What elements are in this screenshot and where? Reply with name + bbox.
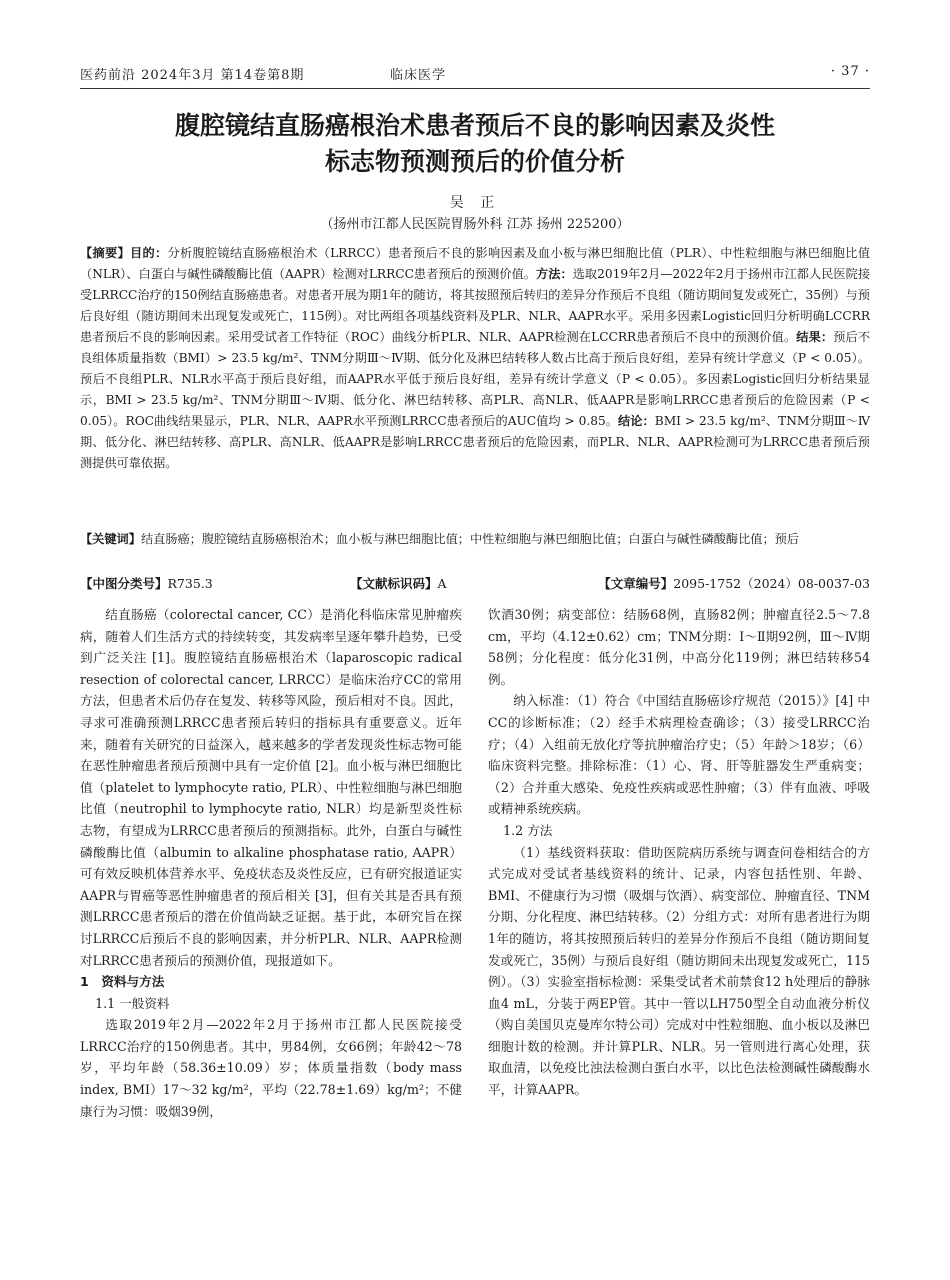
clc-label: 【中图分类号】	[80, 576, 168, 591]
subsection-heading: 1.1 一般资料	[95, 995, 170, 1011]
article-value: 2095-1752（2024）08-0037-03	[673, 576, 870, 591]
section-heading: 1 资料与方法	[80, 974, 165, 990]
intro-paragraph: 结直肠癌（colorectal cancer, CC）是消化科临床常见肿瘤疾病，随着人们生活方式的持续转变，其发病率呈逐年攀升趋势，已受到广泛关注 [1]。腹腔镜结直肠癌根治术（laparoscopic radical resection of colorectal cancer, LRRCC）是临床治疗CC的常用方法，但患者术后仍存在复发、转移等风险，预后相对不良。因此，寻求可准确预测LRRCC患者预后转归的指标具有重要意义。近年来，随着有关研究的日益深入，越来越多的学者发现炎性标志物可能在恶性肿瘤患者预后预测中具有一定价值 [2]。血小板与淋巴细胞比值（platelet to lymphocyte ratio, PLR）、中性粒细胞与淋巴细胞比值（neutrophil to lymphocyte ratio, NLR）均是新型炎性标志物，有望成为LRRCC患者预后的预测指标。此外，白蛋白与碱性磷酸酶比值（albumin to alkaline phosphatase ratio, AAPR）可有效反映机体营养水平、免疫状态及炎性反应，已有研究报道证实AAPR与胃癌等恶性肿瘤患者的预后相关 [3]，但有关其是否具有预测LRRCC患者预后的潜在价值尚缺乏证据。基于此，本研究旨在探讨LRRCC后预后不良的影响因素，并分析PLR、NLR、AAPR检测对LRRCC患者预后的预测价值，现报道如下。	[80, 607, 462, 968]
general-data-continued: 饮酒30例；病变部位：结肠68例，直肠82例；肿瘤直径2.5～7.8 cm，平均（4.12±0.62）cm；TNM分期：Ⅰ～Ⅱ期92例，Ⅲ～Ⅳ期58例；分化程度：低分化31例，中高分化119例；淋巴结转移54例。	[488, 607, 870, 687]
article-title	[60, 108, 890, 180]
affiliation: （扬州市江都人民医院胃肠外科 江苏 扬州 225200）	[320, 217, 630, 232]
doc-label: 【文献标识码】	[350, 576, 438, 591]
abstract	[80, 243, 870, 474]
results-label: 结果：	[796, 330, 834, 344]
running-header	[80, 64, 870, 89]
body-column-left	[80, 604, 462, 1122]
results-text: 预后不良组体质量指数（BMI）> 23.5 kg/m²、TNM分期Ⅲ～Ⅳ期、低分化及淋巴结转移人数占比高于预后良好组，差异有统计学意义（P < 0.05）。预后不良组PLR、NLR水平高于预后良好组，而AAPR水平低于预后良好组，差异有统计学意义（P < 0.05）。多因素Logistic回归分析结果显示，BMI > 23.5 kg/m²、TNM分期Ⅲ～Ⅳ期、低分化、淋巴结转移、高PLR、高NLR、低AAPR是影响LRRCC患者预后的危险因素（P < 0.05）。ROC曲线结果显示，PLR、NLR、AAPR水平预测LRRCC患者预后的AUC值均 > 0.85。	[80, 330, 871, 428]
journal-info: 医药前沿 2024年3月 第14卷第8期	[80, 68, 305, 83]
body-column-right	[488, 604, 870, 1101]
subsection-heading-methods: 1.2 方法	[503, 822, 553, 838]
keywords	[80, 529, 870, 550]
page-number: · 37 ·	[830, 64, 870, 79]
section-name: 临床医学	[390, 68, 447, 83]
author: 吴 正	[449, 195, 501, 211]
criteria-paragraph: 纳入标准：（1）符合《中国结直肠癌诊疗规范（2015）》[4] 中CC的诊断标准；（2）经手术病理检查确诊；（3）接受LRRCC治疗；（4）入组前无放化疗等抗肿瘤治疗史；（5）年龄＞18岁；（6）临床资料完整。排除标准：（1）心、肾、肝等脏器发生严重病变；（2）合并重大感染、免疫性疾病或恶性肿瘤；（3）伴有血液、呼吸或精神系统疾病。	[488, 693, 870, 817]
classification-row	[80, 574, 870, 594]
title-line-2: 标志物预测预后的价值分析	[324, 147, 625, 176]
abstract-label: 【摘要】	[80, 246, 131, 260]
objective-label: 目的：	[130, 246, 168, 260]
methods-text: 选取2019年2月—2022年2月于扬州市江都人民医院接受LRRCC治疗的150例结直肠癌患者。对患者开展为期1年的随访，将其按照预后转归的差异分作预后不良组（随访期间复发或死亡，35例）与预后良好组（随访期间未出现复发或死亡，115例）。对比两组各项基线资料及PLR、NLR、AAPR水平。采用多因素Logistic回归分析明确LCCRR患者预后不良的影响因素。采用受试者工作特征（ROC）曲线分析PLR、NLR、AAPR检测在LCCRR患者预后不良中的预测价值。	[80, 267, 871, 344]
conclusion-text: BMI > 23.5 kg/m²、TNM分期Ⅲ～Ⅳ期、低分化、淋巴结转移、高PLR、高NLR、低AAPR是影响LRRCC患者预后的危险因素，而PLR、NLR、AAPR检测可为LRRCC患者预后预测提供可靠依据。	[80, 414, 871, 470]
clc-number	[80, 574, 213, 592]
document-code	[350, 574, 447, 592]
title-line-1: 腹腔镜结直肠癌根治术患者预后不良的影响因素及炎性	[174, 111, 775, 140]
clc-value: R735.3	[167, 576, 213, 591]
objective-text: 分析腹腔镜结直肠癌根治术（LRRCC）患者预后不良的影响因素及血小板与淋巴细胞比值（PLR）、中性粒细胞与淋巴细胞比值（NLR）、白蛋白与碱性磷酸酶比值（AAPR）检测对LRRCC患者预后的预测价值。	[80, 246, 871, 281]
doc-value: A	[437, 576, 447, 591]
keywords-label: 【关键词】	[80, 532, 141, 546]
methods-label: 方法：	[536, 267, 573, 281]
keywords-text: 结直肠癌；腹腔镜结直肠癌根治术；血小板与淋巴细胞比值；中性粒细胞与淋巴细胞比值；白蛋白与碱性磷酸酶比值；预后	[140, 532, 800, 546]
article-number	[598, 574, 870, 592]
general-data-paragraph: 选取2019年2月—2022年2月于扬州市江都人民医院接受LRRCC治疗的150例患者。其中，男84例，女66例；年龄42～78岁，平均年龄（58.36±10.09）岁；体质量指数（body mass index, BMI）17～32 kg/m²，平均（22.78±1.69）kg/m²；不健康行为习惯：吸烟39例，	[80, 1017, 462, 1119]
methods-paragraph: （1）基线资料获取：借助医院病历系统与调查问卷相结合的方式完成对受试者基线资料的统计、记录，内容包括性别、年龄、BMI、不健康行为习惯（吸烟与饮酒）、病变部位、肿瘤直径、TNM分期、分化程度、淋巴结转移。（2）分组方式：对所有患者进行为期1年的随访，将其按照预后转归的差异分作预后不良组（随访期间复发或死亡，35例）与预后良好组（随访期间未出现复发或死亡，115例）。（3）实验室指标检测：采集受试者术前禁食12 h处理后的静脉血4 mL，分装于两EP管。其中一管以LH750型全自动血液分析仪（购自美国贝克曼库尔特公司）完成对中性粒细胞、血小板以及淋巴细胞计数的检测。并计算PLR、NLR。另一管则进行离心处理，获取血清，以免疫比浊法检测白蛋白水平，以比色法检测碱性磷酸酶水平，计算AAPR。	[488, 844, 870, 1098]
conclusion-label: 结论：	[618, 414, 655, 428]
article-label: 【文章编号】	[598, 576, 674, 591]
